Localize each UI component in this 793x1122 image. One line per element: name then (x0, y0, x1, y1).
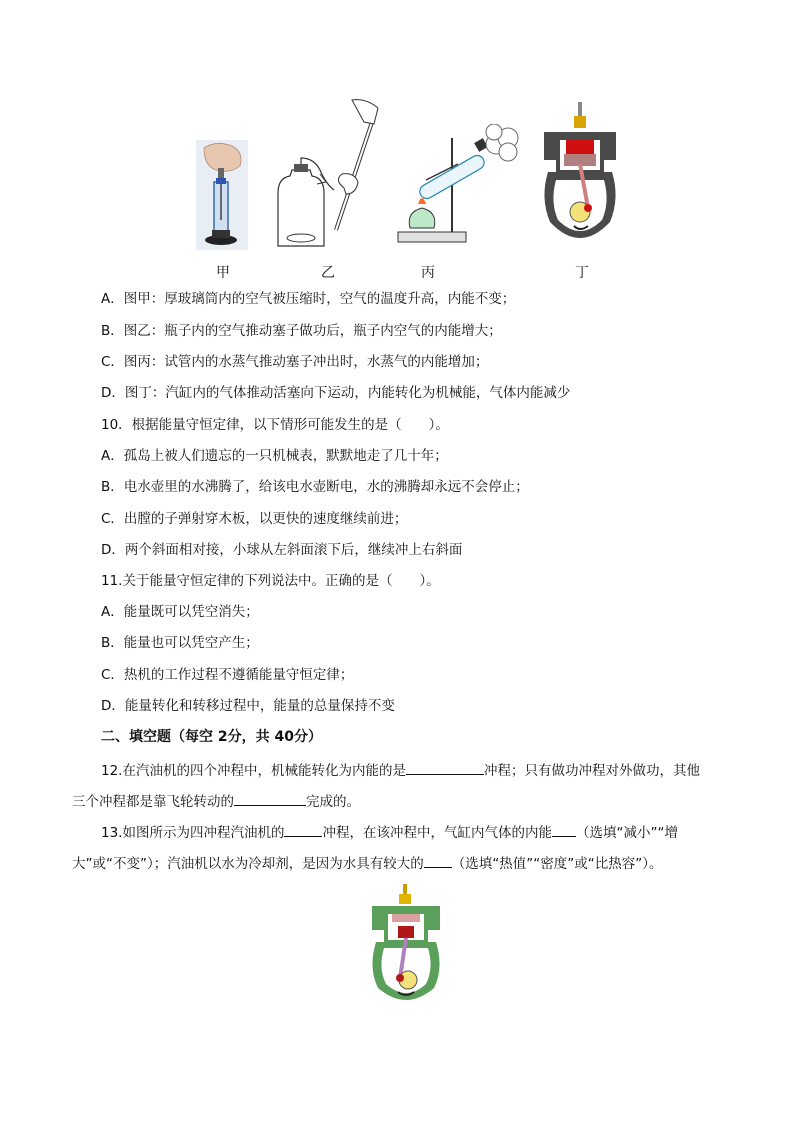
q9-option-b: B．图乙：瓶子内的空气推动塞子做功后，瓶子内空气的内能增大； (101, 323, 502, 339)
q10-stem: 10．根据能量守恒定律，以下情形可能发生的是（ ）。 (101, 417, 449, 433)
q13-line-2 (72, 853, 662, 873)
q13-text-4: 大”或“不变”）；汽油机以水为冷却剂，是因为水具有较大的 (72, 856, 424, 872)
q13-text-1: 13.如图所示为四冲程汽油机的 (101, 825, 285, 841)
figure-q13-engine (368, 884, 444, 1012)
figure-jia-compression-cylinder (196, 140, 248, 250)
caption-bing: 丙 (421, 265, 435, 281)
q12-text-2: 冲程；只有做功冲程对外做功，其他 (483, 763, 700, 779)
caption-yi: 乙 (321, 265, 335, 281)
q11-stem: 11.关于能量守恒定律的下列说法中。正确的是（ ）。 (101, 573, 440, 589)
q12-text-4: 完成的。 (306, 794, 360, 810)
q13-blank-1 (284, 822, 322, 837)
q10-option-b: B．电水壶里的水沸腾了，给该电水壶断电，水的沸腾却永远不会停止； (101, 479, 529, 495)
q12-text-1: 12.在汽油机的四个冲程中，机械能转化为内能的是 (101, 763, 406, 779)
q11-option-a: A．能量既可以凭空消失； (101, 604, 259, 620)
q10-option-c: C．出膛的子弹射穿木板，以更快的速度继续前进； (101, 511, 408, 527)
q13-text-5: （选填“热值”“密度”或“比热容”）。 (451, 856, 663, 872)
q13-blank-2 (552, 822, 576, 837)
q13-text-2: 冲程，在该冲程中，气缸内气体的内能 (322, 825, 552, 841)
figure-ding-engine (540, 102, 620, 254)
q9-option-d: D．图丁：汽缸内的气体推动活塞向下运动，内能转化为机械能，气体内能减少 (101, 385, 571, 401)
q11-option-b: B．能量也可以凭空产生； (101, 635, 259, 651)
q12-text-3: 三个冲程都是靠飞轮转动的 (72, 794, 234, 810)
figure-bing-test-tube (396, 124, 524, 246)
q12-line-2 (72, 791, 360, 811)
q11-option-d: D．能量转化和转移过程中，能量的总量保持不变 (101, 698, 395, 714)
figure-yi-bottle-pump (274, 98, 386, 250)
q9-option-a: A．图甲：厚玻璃筒内的空气被压缩时，空气的温度升高，内能不变； (101, 291, 516, 307)
q13-line-1 (101, 822, 678, 842)
q12-blank-2 (234, 791, 306, 806)
q12-line-1 (101, 760, 700, 780)
q13-text-3: （选填“减小”“增 (575, 825, 678, 841)
q9-option-c: C．图丙：试管内的水蒸气推动塞子冲出时，水蒸气的内能增加； (101, 354, 489, 370)
caption-ding: 丁 (575, 265, 589, 281)
q10-option-a: A．孤岛上被人们遗忘的一只机械表，默默地走了几十年； (101, 448, 448, 464)
q10-option-d: D．两个斜面相对接，小球从左斜面滚下后，继续冲上右斜面 (101, 542, 463, 558)
q13-blank-3 (424, 853, 452, 868)
q11-option-c: C．热机的工作过程不遵循能量守恒定律； (101, 667, 354, 683)
section-heading-fill-blank: 二、填空题（每空 2分，共 40分） (101, 729, 322, 745)
caption-jia: 甲 (216, 265, 230, 281)
q12-blank-1 (406, 760, 484, 775)
